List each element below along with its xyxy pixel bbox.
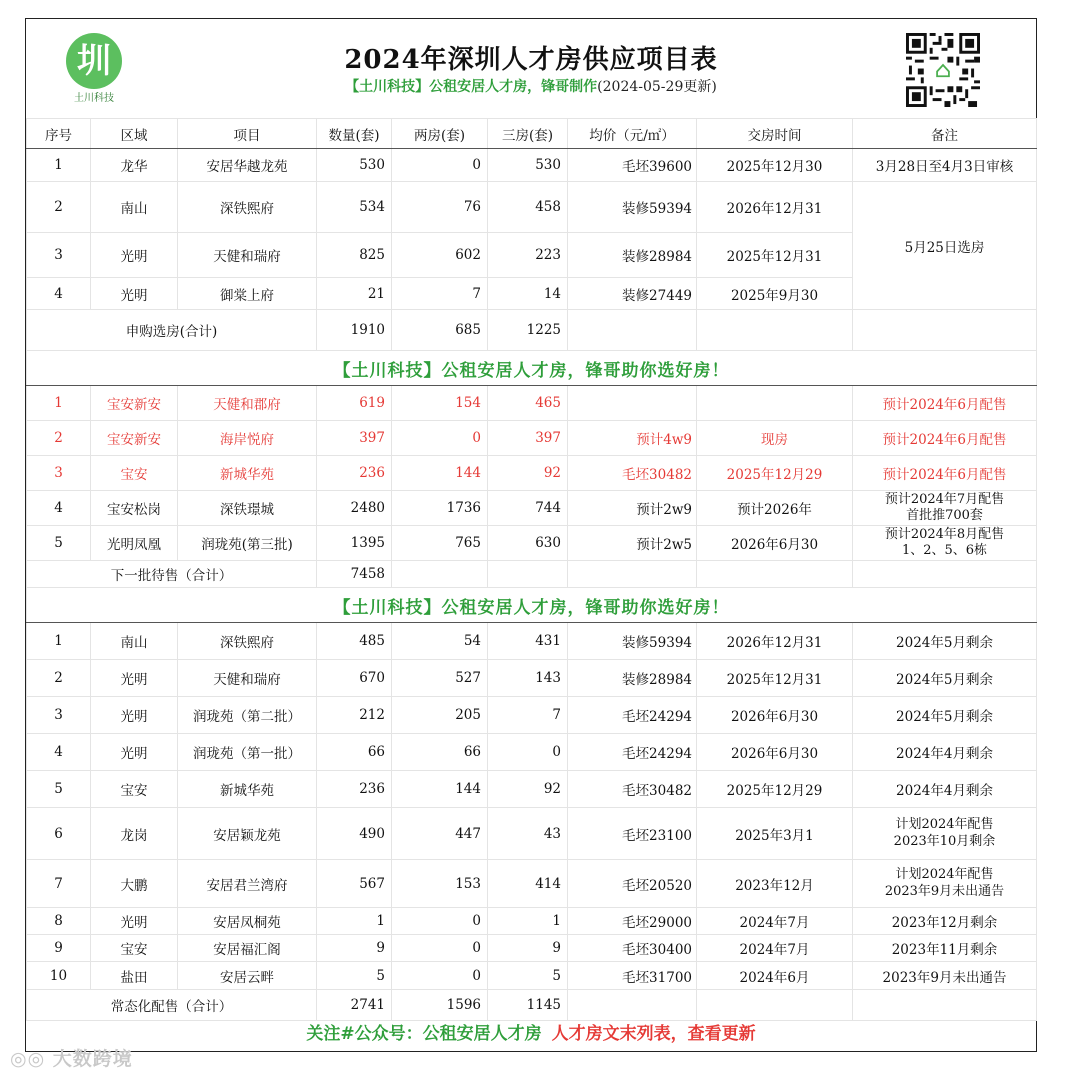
cell-three-room: 397 <box>488 421 568 456</box>
total-row <box>27 310 1037 351</box>
cell-project: 安居凤桐苑 <box>178 908 317 935</box>
cell-three-room: 0 <box>488 734 568 771</box>
cell-two-room: 205 <box>392 697 488 734</box>
cell-delivery: 2026年12月31 <box>697 182 853 233</box>
cell-no: 2 <box>27 421 91 456</box>
cell-no: 2 <box>27 660 91 697</box>
cell-area: 光明 <box>91 908 178 935</box>
cell-no: 3 <box>27 456 91 491</box>
cell-area: 龙岗 <box>91 808 178 860</box>
cell-qty: 567 <box>317 860 392 908</box>
total-label: 常态化配售（合计） <box>27 990 317 1021</box>
subtitle-brand: 【土川科技】公租安居人才房，锋哥制作 <box>345 79 598 95</box>
cell-qty: 66 <box>317 734 392 771</box>
col-header-two-room: 两房(套) <box>392 119 488 149</box>
cell-price: 装修28984 <box>568 233 697 278</box>
cell-area: 光明 <box>91 233 178 278</box>
total-three-room: 1145 <box>488 990 568 1021</box>
cell-two-room: 7 <box>392 278 488 310</box>
page-title: 2024年深圳人才房供应项目表 <box>344 45 718 75</box>
table-row <box>27 860 1037 908</box>
cell-qty: 619 <box>317 386 392 421</box>
update-date: (2024-05-29更新) <box>597 79 717 95</box>
cell-note: 2024年5月剩余 <box>853 623 1037 660</box>
total-row <box>27 990 1037 1021</box>
cell-note: 2023年9月未出通告 <box>853 962 1037 990</box>
cell-qty: 670 <box>317 660 392 697</box>
cell-note: 预计2024年6月配售 <box>853 421 1037 456</box>
cell-two-room: 765 <box>392 526 488 561</box>
cell-delivery: 2026年6月30 <box>697 697 853 734</box>
cell-price: 毛坯20520 <box>568 860 697 908</box>
cell-no: 1 <box>27 386 91 421</box>
cell-price: 预计2w5 <box>568 526 697 561</box>
cell-note: 预计2024年6月配售 <box>853 386 1037 421</box>
col-header-three-room: 三房(套) <box>488 119 568 149</box>
cell-delivery: 2023年12月 <box>697 860 853 908</box>
cell-price: 毛坯30400 <box>568 935 697 962</box>
table-row <box>27 149 1037 182</box>
cell-price: 装修59394 <box>568 182 697 233</box>
cell-three-room: 744 <box>488 491 568 526</box>
cell-qty: 530 <box>317 149 392 182</box>
watermark-icon: ◎◎ <box>10 1048 46 1070</box>
total-qty: 2741 <box>317 990 392 1021</box>
footer-list-text: 人才房文末列表，查看更新 <box>551 1024 756 1044</box>
cell-three-room: 5 <box>488 962 568 990</box>
cell-note: 2024年5月剩余 <box>853 697 1037 734</box>
cell-area: 光明 <box>91 278 178 310</box>
section-banner: 【土川科技】公租安居人才房，锋哥助你选好房！ <box>27 588 1037 623</box>
col-header-no: 序号 <box>27 119 91 149</box>
cell-price: 毛坯23100 <box>568 808 697 860</box>
cell-area: 宝安新安 <box>91 386 178 421</box>
empty-cell <box>568 310 697 351</box>
cell-area: 光明 <box>91 697 178 734</box>
total-three-room: 1225 <box>488 310 568 351</box>
table-row <box>27 697 1037 734</box>
cell-project: 安居华越龙苑 <box>178 149 317 182</box>
cell-price: 毛坯31700 <box>568 962 697 990</box>
cell-price: 毛坯24294 <box>568 697 697 734</box>
section-banner-row <box>27 351 1037 386</box>
note-line: 计划2024年配售 <box>895 817 994 833</box>
cell-price: 装修27449 <box>568 278 697 310</box>
cell-delivery: 2024年6月 <box>697 962 853 990</box>
cell-three-room: 630 <box>488 526 568 561</box>
cell-two-room: 153 <box>392 860 488 908</box>
cell-two-room: 602 <box>392 233 488 278</box>
cell-two-room: 1736 <box>392 491 488 526</box>
empty-cell <box>853 990 1037 1021</box>
table-row <box>27 421 1037 456</box>
supply-table <box>26 118 1037 1021</box>
cell-project: 新城华苑 <box>178 771 317 808</box>
cell-price: 预计4w9 <box>568 421 697 456</box>
cell-delivery: 2025年3月1 <box>697 808 853 860</box>
cell-two-room: 447 <box>392 808 488 860</box>
cell-price: 装修28984 <box>568 660 697 697</box>
table-row <box>27 734 1037 771</box>
cell-area: 大鹏 <box>91 860 178 908</box>
total-label: 下一批待售（合计） <box>27 561 317 588</box>
table-row <box>27 908 1037 935</box>
cell-area: 宝安 <box>91 771 178 808</box>
empty-cell <box>392 561 488 588</box>
cell-three-room: 458 <box>488 182 568 233</box>
cell-delivery: 2025年12月30 <box>697 149 853 182</box>
total-two-room: 1596 <box>392 990 488 1021</box>
cell-project: 安居云畔 <box>178 962 317 990</box>
sheet-header <box>26 19 1036 119</box>
cell-three-room: 92 <box>488 456 568 491</box>
cell-delivery: 现房 <box>697 421 853 456</box>
cell-project: 新城华苑 <box>178 456 317 491</box>
cell-two-room: 144 <box>392 771 488 808</box>
col-header-note: 备注 <box>853 119 1037 149</box>
cell-delivery: 2024年7月 <box>697 908 853 935</box>
cell-three-room: 14 <box>488 278 568 310</box>
cell-three-room: 414 <box>488 860 568 908</box>
cell-delivery: 2024年7月 <box>697 935 853 962</box>
cell-three-room: 92 <box>488 771 568 808</box>
logo-caption: 土川科技 <box>74 93 114 104</box>
cell-note: 3月28日至4月3日审核 <box>853 149 1037 182</box>
cell-qty: 212 <box>317 697 392 734</box>
housing-supply-sheet <box>25 18 1037 1052</box>
cell-note: 2024年4月剩余 <box>853 734 1037 771</box>
note-line: 预计2024年7月配售 <box>884 491 1005 507</box>
cell-price: 预计2w9 <box>568 491 697 526</box>
note-line: 1、2、5、6栋 <box>901 543 988 558</box>
cell-area: 宝安 <box>91 456 178 491</box>
cell-three-room: 43 <box>488 808 568 860</box>
total-qty: 1910 <box>317 310 392 351</box>
cell-three-room: 223 <box>488 233 568 278</box>
cell-two-room: 0 <box>392 962 488 990</box>
empty-cell <box>853 310 1037 351</box>
cell-no: 4 <box>27 278 91 310</box>
cell-no: 10 <box>27 962 91 990</box>
cell-qty: 21 <box>317 278 392 310</box>
cell-two-room: 154 <box>392 386 488 421</box>
empty-cell <box>697 561 853 588</box>
cell-qty: 2480 <box>317 491 392 526</box>
col-header-project: 项目 <box>178 119 317 149</box>
cell-qty: 236 <box>317 456 392 491</box>
cell-no: 4 <box>27 491 91 526</box>
col-header-area: 区域 <box>91 119 178 149</box>
cell-qty: 397 <box>317 421 392 456</box>
cell-delivery: 2025年12月31 <box>697 660 853 697</box>
cell-delivery: 2025年12月31 <box>697 233 853 278</box>
cell-price: 毛坯29000 <box>568 908 697 935</box>
cell-note: 2024年5月剩余 <box>853 660 1037 697</box>
cell-project: 海岸悦府 <box>178 421 317 456</box>
table-header-row <box>27 119 1037 149</box>
cell-two-room: 527 <box>392 660 488 697</box>
cell-no: 3 <box>27 233 91 278</box>
cell-price <box>568 386 697 421</box>
cell-area: 盐田 <box>91 962 178 990</box>
cell-qty: 1395 <box>317 526 392 561</box>
cell-no: 2 <box>27 182 91 233</box>
cell-qty: 485 <box>317 623 392 660</box>
cell-area: 宝安新安 <box>91 421 178 456</box>
table-row <box>27 935 1037 962</box>
note-line: 预计2024年8月配售 <box>884 526 1005 542</box>
table-row <box>27 660 1037 697</box>
footer-note <box>26 1019 1036 1049</box>
cell-delivery: 2025年12月29 <box>697 771 853 808</box>
table-row <box>27 386 1037 421</box>
cell-price: 毛坯30482 <box>568 771 697 808</box>
cell-two-room: 54 <box>392 623 488 660</box>
table-row <box>27 623 1037 660</box>
cell-two-room: 144 <box>392 456 488 491</box>
cell-no: 3 <box>27 697 91 734</box>
cell-project: 深铁熙府 <box>178 182 317 233</box>
cell-project: 安居福汇阁 <box>178 935 317 962</box>
cell-qty: 236 <box>317 771 392 808</box>
cell-no: 7 <box>27 860 91 908</box>
cell-project: 天健和瑞府 <box>178 660 317 697</box>
cell-project: 润珑苑(第三批) <box>178 526 317 561</box>
cell-three-room: 465 <box>488 386 568 421</box>
col-header-avg-price: 均价（元/㎡） <box>568 119 697 149</box>
cell-project: 天健和瑞府 <box>178 233 317 278</box>
page-subtitle <box>26 76 1036 96</box>
cell-area: 光明凤凰 <box>91 526 178 561</box>
logo-glyph: 圳 <box>77 41 111 81</box>
cell-qty: 1 <box>317 908 392 935</box>
cell-delivery: 2025年9月30 <box>697 278 853 310</box>
cell-delivery <box>697 386 853 421</box>
watermark <box>10 1044 133 1071</box>
cell-area: 南山 <box>91 623 178 660</box>
cell-price: 毛坯39600 <box>568 149 697 182</box>
total-two-room: 685 <box>392 310 488 351</box>
col-header-delivery: 交房时间 <box>697 119 853 149</box>
cell-three-room: 7 <box>488 697 568 734</box>
empty-cell <box>697 310 853 351</box>
table-row <box>27 456 1037 491</box>
empty-cell <box>697 990 853 1021</box>
cell-no: 1 <box>27 149 91 182</box>
cell-delivery: 2026年12月31 <box>697 623 853 660</box>
cell-note-merged: 5月25日选房 <box>853 182 1037 310</box>
cell-area: 南山 <box>91 182 178 233</box>
cell-project: 御棠上府 <box>178 278 317 310</box>
cell-price: 毛坯24294 <box>568 734 697 771</box>
cell-delivery: 2026年6月30 <box>697 734 853 771</box>
cell-three-room: 1 <box>488 908 568 935</box>
cell-note: 2024年4月剩余 <box>853 771 1037 808</box>
cell-no: 1 <box>27 623 91 660</box>
cell-two-room: 0 <box>392 149 488 182</box>
note-line: 2023年9月未出通告 <box>884 883 1005 899</box>
cell-qty: 9 <box>317 935 392 962</box>
cell-note <box>853 491 1037 526</box>
cell-qty: 5 <box>317 962 392 990</box>
cell-qty: 490 <box>317 808 392 860</box>
cell-three-room: 530 <box>488 149 568 182</box>
cell-note: 预计2024年6月配售 <box>853 456 1037 491</box>
cell-project: 安居君兰湾府 <box>178 860 317 908</box>
cell-delivery: 2026年6月30 <box>697 526 853 561</box>
note-line: 2023年10月剩余 <box>893 833 996 849</box>
empty-cell <box>488 561 568 588</box>
cell-two-room: 0 <box>392 421 488 456</box>
cell-note: 2023年11月剩余 <box>853 935 1037 962</box>
cell-two-room: 76 <box>392 182 488 233</box>
cell-note <box>853 860 1037 908</box>
cell-two-room: 0 <box>392 935 488 962</box>
cell-no: 5 <box>27 771 91 808</box>
cell-price: 毛坯30482 <box>568 456 697 491</box>
empty-cell <box>568 990 697 1021</box>
cell-price: 装修59394 <box>568 623 697 660</box>
watermark-text: 大数跨境 <box>52 1048 133 1070</box>
cell-area: 宝安松岗 <box>91 491 178 526</box>
cell-project: 深铁璟城 <box>178 491 317 526</box>
cell-area: 龙华 <box>91 149 178 182</box>
section-banner: 【土川科技】公租安居人才房，锋哥助你选好房！ <box>27 351 1037 386</box>
cell-delivery: 2025年12月29 <box>697 456 853 491</box>
cell-two-room: 0 <box>392 908 488 935</box>
qr-code-icon <box>906 33 980 107</box>
cell-note <box>853 808 1037 860</box>
table-row <box>27 491 1037 526</box>
cell-no: 4 <box>27 734 91 771</box>
table-row <box>27 962 1037 990</box>
empty-cell <box>853 561 1037 588</box>
cell-three-room: 431 <box>488 623 568 660</box>
cell-area: 宝安 <box>91 935 178 962</box>
table-row <box>27 526 1037 561</box>
cell-area: 光明 <box>91 734 178 771</box>
total-qty: 7458 <box>317 561 392 588</box>
empty-cell <box>568 561 697 588</box>
cell-project: 深铁熙府 <box>178 623 317 660</box>
table-row <box>27 771 1037 808</box>
footer-follow-text: 关注#公众号：公租安居人才房 <box>306 1024 542 1044</box>
total-label: 申购选房(合计) <box>27 310 317 351</box>
cell-no: 5 <box>27 526 91 561</box>
cell-three-room: 9 <box>488 935 568 962</box>
cell-project: 润珑苑（第二批） <box>178 697 317 734</box>
section-banner-row <box>27 588 1037 623</box>
cell-project: 润珑苑（第一批） <box>178 734 317 771</box>
cell-three-room: 143 <box>488 660 568 697</box>
cell-no: 8 <box>27 908 91 935</box>
table-row <box>27 808 1037 860</box>
total-row <box>27 561 1037 588</box>
cell-qty: 825 <box>317 233 392 278</box>
cell-no: 9 <box>27 935 91 962</box>
cell-note: 2023年12月剩余 <box>853 908 1037 935</box>
cell-two-room: 66 <box>392 734 488 771</box>
cell-project: 安居颖龙苑 <box>178 808 317 860</box>
cell-delivery: 预计2026年 <box>697 491 853 526</box>
cell-area: 光明 <box>91 660 178 697</box>
cell-note <box>853 526 1037 561</box>
cell-project: 天健和郡府 <box>178 386 317 421</box>
note-line: 计划2024年配售 <box>895 867 994 883</box>
col-header-qty: 数量(套) <box>317 119 392 149</box>
table-row <box>27 182 1037 233</box>
cell-qty: 534 <box>317 182 392 233</box>
cell-no: 6 <box>27 808 91 860</box>
note-line: 首批推700套 <box>906 508 983 523</box>
